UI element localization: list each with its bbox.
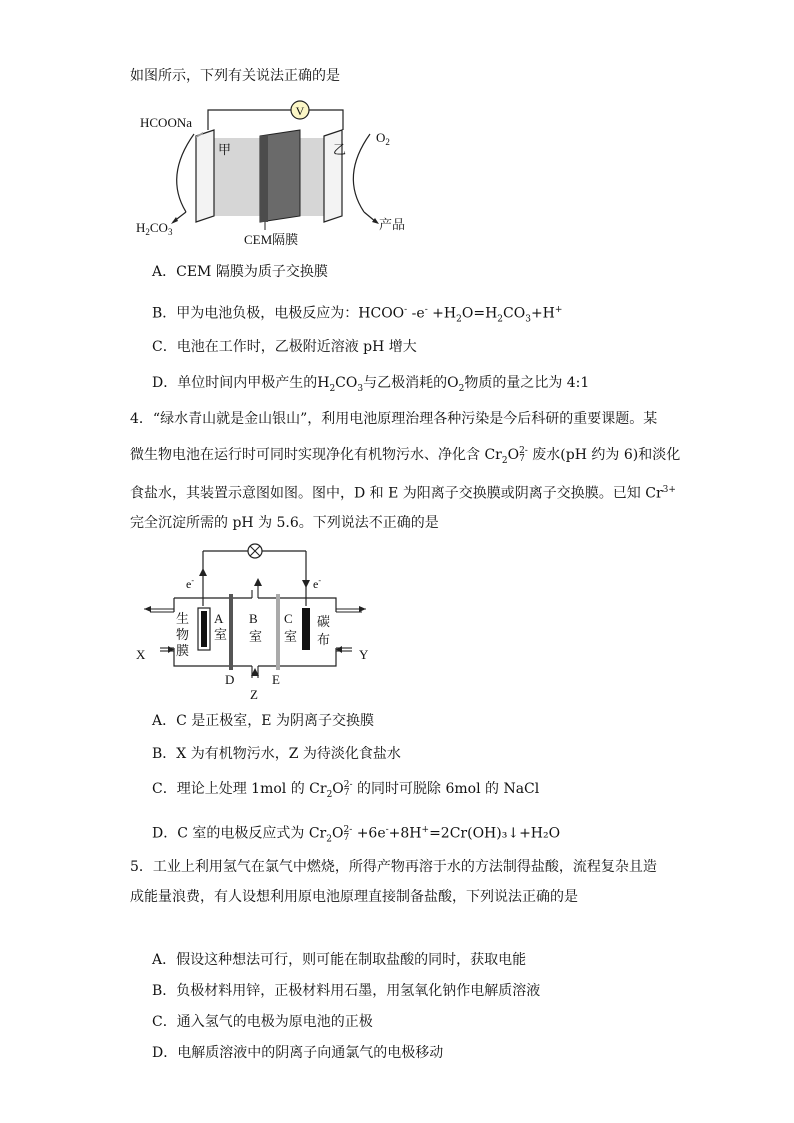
q4-membrane-d: [229, 594, 233, 670]
q3-left-flow-arrow: [177, 134, 194, 212]
q3-right-flow-arrow: [353, 134, 370, 212]
q4-line-1: 4．“绿水青山就是金山银山”，利用电池原理治理各种污染是今后科研的重要课题。某: [130, 411, 658, 427]
q4-line-2: 微生物电池在运行时可同时实现净化有机物污水、净化含 $Cr_2O$ 2- 7 废水(pH 约为 6)和淡化: [130, 446, 681, 466]
q5-option-a: A．假设这种想法可行，则可能在制取盐酸的同时，获取电能: [152, 952, 527, 968]
q3-label-yi: 乙: [333, 142, 347, 157]
q4-label-bio1: 生: [176, 611, 190, 626]
q4-cathode: [302, 608, 310, 650]
q4-option-d: D．C 室的电极反应式为 $Cr_2O$ 2- 7 +6e-+8H+=2Cr(OH)₃↓+H₂O: [152, 824, 561, 845]
q3-label-h2co3: $H_2CO_3$: [136, 220, 173, 237]
q3-label-product: 产品: [379, 217, 406, 232]
q3-label-jia: 甲: [218, 142, 232, 157]
q4-label-e-right: e-: [313, 576, 321, 591]
q3-label-o2: $O_2$: [376, 130, 390, 147]
q4-label-d: D: [225, 672, 235, 687]
q4-option-c: C．理论上处理 1mol 的 $Cr_2O$ 2- 7 的同时可脱除 6mol 的 NaCl: [152, 780, 540, 800]
q5-line-1: 5．工业上利用氢气在氯气中燃烧，所得产物再溶于水的方法制得盐酸，流程复杂且造: [130, 859, 657, 875]
q4-label-e-left: e-: [186, 576, 194, 591]
q3-label-hcoona: HCOONa: [140, 115, 192, 130]
q4-label-z: Z: [250, 687, 258, 702]
q4-membrane-e: [276, 594, 280, 670]
q5-option-c: C．通入氢气的电极为原电池的正极: [152, 1014, 373, 1030]
q3-wire-right: [309, 110, 343, 130]
q4-label-b-room: 室: [249, 629, 263, 644]
q3-option-d: D．单位时间内甲极产生的$H_2CO_3$与乙极消耗的$O_2$物质的量之比为 4:1: [152, 375, 590, 394]
q4-label-carbon2: 布: [317, 632, 331, 647]
q4-label-a: A: [214, 611, 224, 626]
q4-label-carbon1: 碳: [317, 614, 331, 629]
q3-option-b: B．甲为电池负极，电极反应为：HCOO- $-e^- +H_2O=H_2CO_3+H^+$: [152, 305, 563, 325]
q5-line-2: 成能量浪费，有人设想利用原电池原理直接制备盐酸，下列说法正确的是: [130, 889, 578, 905]
q4-label-y: Y: [359, 647, 369, 662]
q5-option-b: B．负极材料用锌，正极材料用石墨，用氢氧化钠作电解质溶液: [152, 983, 541, 999]
q4-label-c: C: [284, 611, 293, 626]
q3-voltmeter-label: V: [295, 104, 305, 118]
q4-label-e: E: [272, 672, 280, 687]
q3-wire-left: [208, 110, 291, 130]
q4-option-b: B．X 为有机物污水，Z 为待淡化食盐水: [152, 746, 401, 762]
q4-label-b: B: [249, 611, 258, 626]
q4-microbial-cell-diagram: [130, 538, 380, 708]
q4-line-3: 食盐水，其装置示意图如图。图中，D 和 E 为阳离子交换膜或阴离子交换膜。已知 $Cr^{3+}$: [130, 485, 676, 502]
q3-option-a: A．CEM 隔膜为质子交换膜: [152, 264, 328, 280]
q3-option-c: C．电池在工作时，乙极附近溶液 pH 增大: [152, 339, 417, 355]
q4-label-bio3: 膜: [176, 643, 190, 658]
q5-option-d: D．电解质溶液中的阴离子向通氯气的电极移动: [152, 1045, 444, 1061]
q4-label-x: X: [136, 647, 146, 662]
q4-line-4: 完全沉淀所需的 pH 为 5.6。下列说法不正确的是: [130, 515, 439, 531]
q3-stem: 如图所示，下列有关说法正确的是: [130, 68, 340, 84]
q4-label-c-room: 室: [284, 629, 298, 644]
q4-label-bio2: 物: [176, 627, 190, 642]
q3-fuel-cell-diagram: [128, 98, 418, 248]
q4-option-a: A．C 是正极室，E 为阴离子交换膜: [152, 713, 374, 729]
q3-left-electrode: [196, 130, 214, 222]
q3-label-cem: CEM隔膜: [244, 232, 299, 247]
q4-label-a-room: 室: [214, 627, 228, 642]
